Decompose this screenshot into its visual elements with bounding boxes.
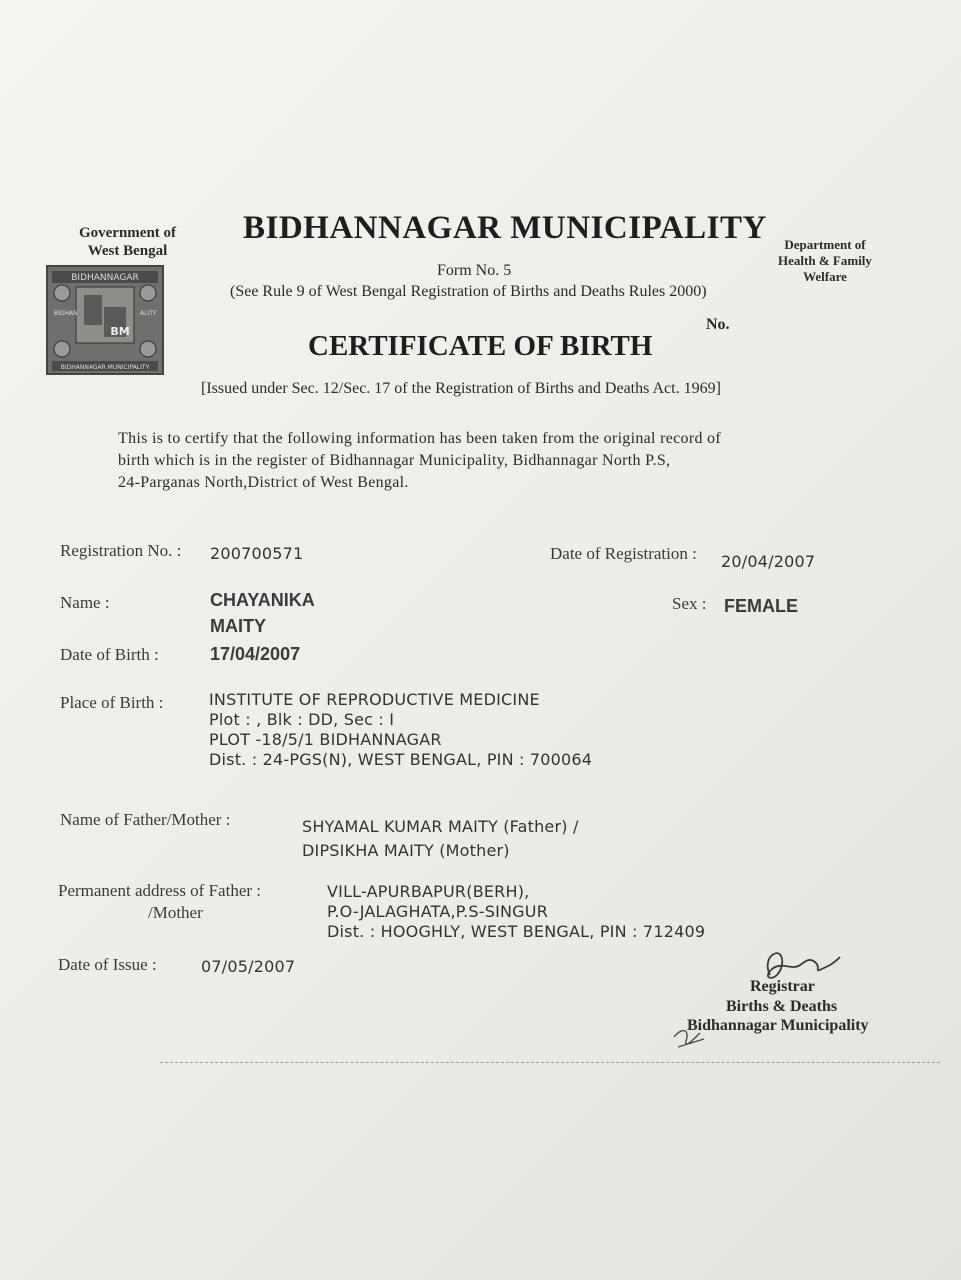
intro-line-3: 24-Parganas North,District of West Bengal. <box>118 474 409 491</box>
date-of-issue-label: Date of Issue : <box>58 955 157 974</box>
rule-reference: (See Rule 9 of West Bengal Registration of Births and Deaths Rules 2000) <box>230 283 707 300</box>
government-of-west-bengal: Government of West Bengal <box>78 225 177 259</box>
mother-name: DIPSIKHA MAITY (Mother) <box>302 841 510 860</box>
permanent-address-label-line-1: Permanent address of Father : <box>58 881 261 900</box>
place-of-birth-label: Place of Birth : <box>60 693 164 712</box>
certification-paragraph <box>118 428 721 494</box>
intro-line-1: This is to certify that the following information has been taken from the original record of <box>118 430 721 447</box>
address-line-3: Dist. : HOOGHLY, WEST BENGAL, PIN : 712409 <box>327 922 706 941</box>
svg-text:BIDHANNAGAR MUNICIPALITY: BIDHANNAGAR MUNICIPALITY <box>60 364 150 371</box>
father-name: SHYAMAL KUMAR MAITY (Father) / <box>302 817 579 836</box>
sex-label: Sex : <box>672 594 707 613</box>
form-number: Form No. 5 <box>437 262 512 279</box>
sex-value: FEMALE <box>724 596 798 616</box>
date-of-birth-label: Date of Birth : <box>60 645 159 664</box>
registrar-title: Registrar <box>750 978 815 995</box>
municipality-signature-title: Bidhannagar Municipality <box>687 1017 869 1034</box>
municipality-seal-logo <box>46 265 164 375</box>
pob-line-3: PLOT -18/5/1 BIDHANNAGAR <box>209 730 442 749</box>
svg-text:ALITY: ALITY <box>140 310 157 317</box>
issued-under-note: [Issued under Sec. 12/Sec. 17 of the Registration of Births and Deaths Act. 1969] <box>201 380 721 397</box>
svg-text:BIDHANNAGAR: BIDHANNAGAR <box>71 273 139 283</box>
registration-no-value: 200700571 <box>210 544 304 563</box>
registration-no-label: Registration No. : <box>60 541 182 560</box>
address-line-2: P.O-JALAGHATA,P.S-SINGUR <box>327 902 549 921</box>
intro-line-2: birth which is in the register of Bidhannagar Municipality, Bidhannagar North P.S, <box>118 452 671 469</box>
births-deaths-title: Births & Deaths <box>726 998 838 1015</box>
name-label: Name : <box>60 593 110 612</box>
parents-name-value <box>302 815 579 863</box>
certificate-title: CERTIFICATE OF BIRTH <box>308 330 653 362</box>
pob-line-2: Plot : , Blk : DD, Sec : I <box>209 710 395 729</box>
pob-line-4: Dist. : 24-PGS(N), WEST BENGAL, PIN : 700064 <box>209 750 593 769</box>
permanent-address-label-line-2: /Mother <box>148 903 203 922</box>
municipality-title: BIDHANNAGAR MUNICIPALITY <box>243 210 767 246</box>
permanent-address-value <box>327 882 705 942</box>
svg-text:BM: BM <box>110 325 130 338</box>
registration-date-label: Date of Registration : <box>550 544 697 563</box>
address-line-1: VILL-APURBAPUR(BERH), <box>327 882 530 901</box>
date-of-birth-value: 17/04/2007 <box>210 644 301 664</box>
place-of-birth-value <box>209 690 592 770</box>
registration-date-value: 20/04/2007 <box>721 552 816 571</box>
date-of-issue-value: 07/05/2007 <box>201 957 296 976</box>
child-name-line-1: CHAYANIKA <box>210 590 315 610</box>
certificate-number-label: No. <box>706 316 730 333</box>
bottom-divider <box>160 1062 940 1063</box>
department-label: Department of Health & Family Welfare <box>778 237 872 284</box>
pob-line-1: INSTITUTE OF REPRODUCTIVE MEDICINE <box>209 690 540 709</box>
svg-text:BIDHAN: BIDHAN <box>54 310 78 317</box>
parents-name-label: Name of Father/Mother : <box>60 810 231 829</box>
child-name-line-2: MAITY <box>210 616 266 636</box>
